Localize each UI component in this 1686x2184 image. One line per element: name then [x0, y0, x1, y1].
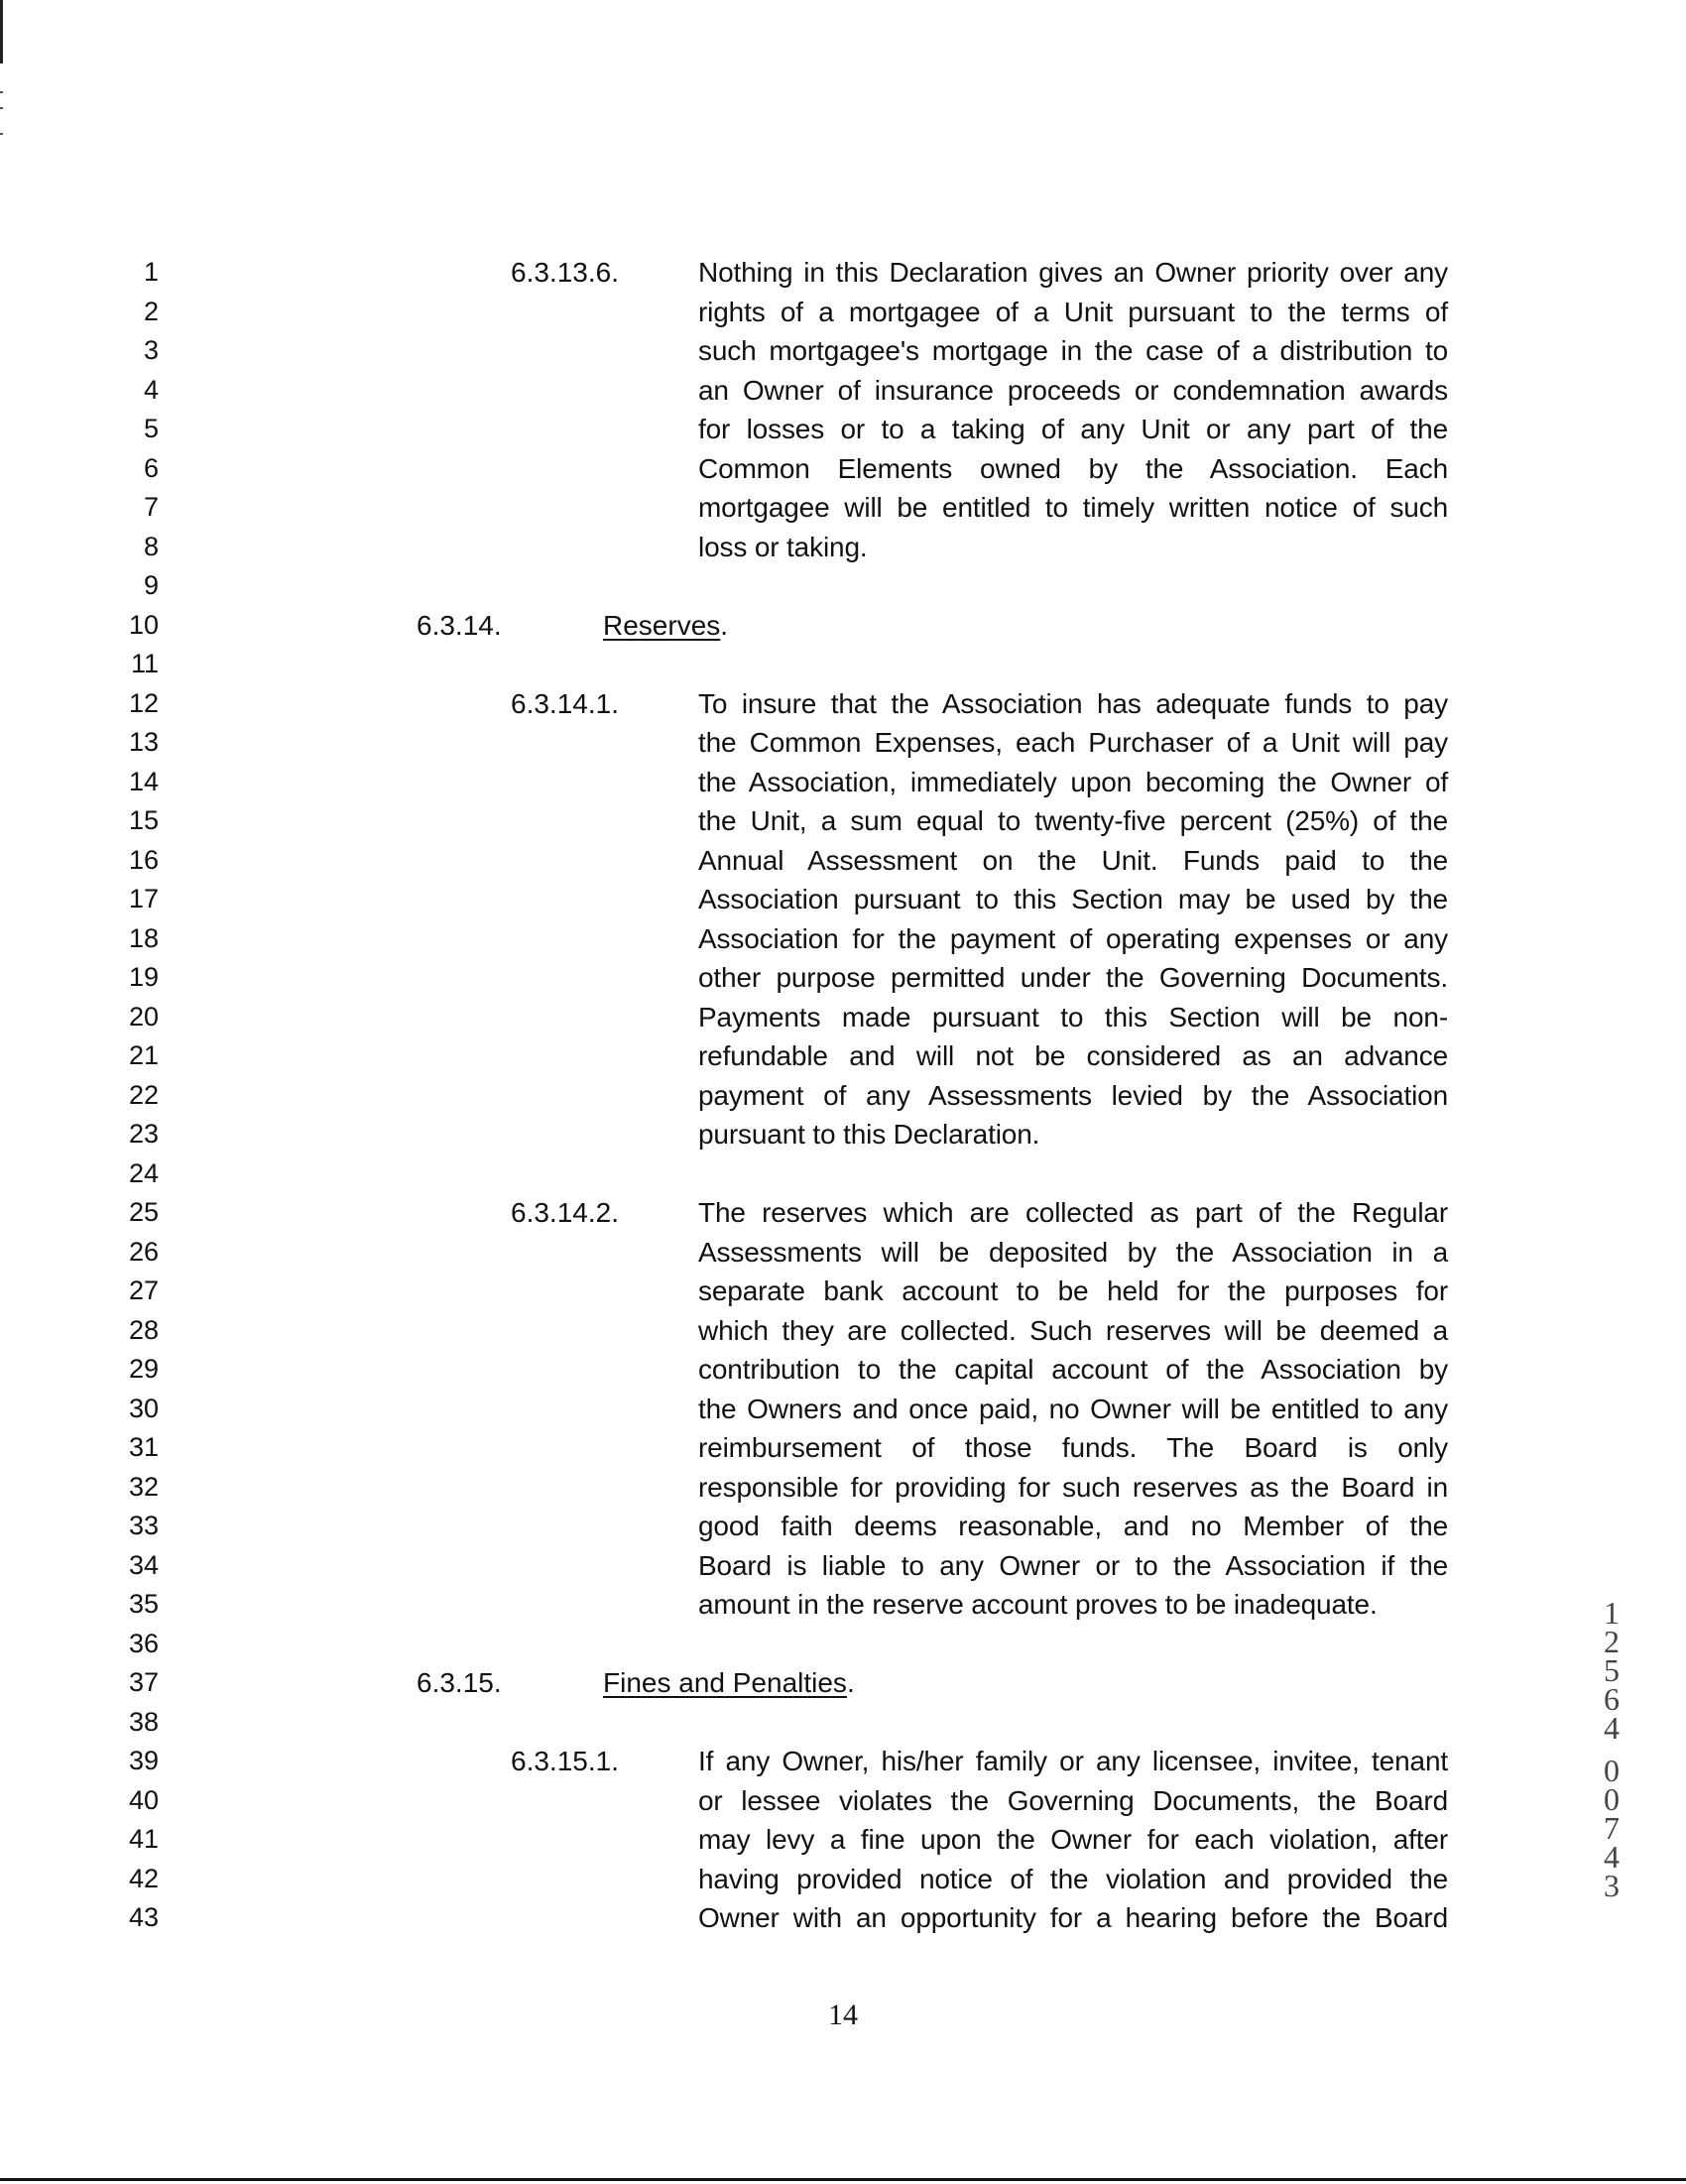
paragraph-line: Association for the payment of operating expenses or any [698, 922, 1448, 954]
heading-suffix: . [846, 1667, 855, 1698]
paragraph-line: amount in the reserve account proves to be inadequate. [698, 1589, 1378, 1620]
line-number: 29 [128, 1354, 159, 1384]
stamp-digit: 7 [1604, 1810, 1620, 1846]
section-number-6-3-14-2: 6.3.14.2. [511, 1197, 619, 1228]
paragraph-line: loss or taking. [698, 531, 868, 562]
paragraph-line: pursuant to this Declaration. [698, 1119, 1040, 1150]
line-number: 9 [143, 570, 159, 600]
line-number: 3 [143, 335, 159, 365]
line-number: 21 [128, 1040, 159, 1070]
paragraph-line: having provided notice of the violation and provided the [698, 1863, 1448, 1894]
paragraph-line: other purpose permitted under the Governing Documents. [698, 962, 1448, 993]
line-number: 24 [128, 1157, 159, 1188]
paragraph-line: the Unit, a sum equal to twenty-five percent (25%) of the [698, 805, 1448, 836]
stamp-digit: 1 [1604, 1595, 1620, 1631]
scan-ticks [0, 91, 3, 135]
paragraph-line: Payments made pursuant to this Section will be non- [698, 1001, 1448, 1032]
paragraph-line: the Association, immediately upon becoming the Owner of [698, 766, 1448, 797]
line-number: 28 [128, 1314, 159, 1345]
line-number: 17 [128, 884, 159, 913]
line-number: 35 [128, 1589, 159, 1619]
paragraph-line: contribution to the capital account of the Association by [698, 1354, 1448, 1385]
line-number: 23 [128, 1119, 159, 1149]
heading-suffix: . [720, 609, 729, 641]
line-number: 27 [128, 1275, 159, 1305]
line-number: 18 [128, 922, 159, 953]
paragraph-line: If any Owner, his/her family or any licensee, invitee, tenant [698, 1746, 1448, 1776]
line-number: 22 [128, 1079, 159, 1110]
line-number: 25 [128, 1197, 159, 1227]
line-number: 2 [143, 296, 159, 326]
line-number: 42 [128, 1863, 159, 1893]
paragraph-line: such mortgagee's mortgage in the case of a distribution to [698, 335, 1448, 366]
section-number-6-3-14: 6.3.14. [417, 609, 502, 641]
line-number: 26 [128, 1236, 159, 1267]
paragraph-line: mortgagee will be entitled to timely written notice of such [698, 492, 1448, 523]
paragraph-line: Common Elements owned by the Association. Each [698, 452, 1448, 484]
line-number: 43 [128, 1902, 159, 1932]
line-number: 15 [128, 805, 159, 835]
line-number: 30 [128, 1393, 159, 1423]
line-number: 1 [143, 257, 159, 287]
line-number: 14 [128, 766, 159, 796]
line-number: 10 [128, 609, 159, 640]
paragraph-line: the Common Expenses, each Purchaser of a Unit will pay [698, 727, 1448, 758]
line-number: 11 [130, 649, 159, 678]
paragraph-line: which they are collected. Such reserves will be deemed a [698, 1314, 1448, 1346]
paragraph-line: or lessee violates the Governing Documents, the Board [698, 1784, 1448, 1816]
section-number-6-3-13-6: 6.3.13.6. [511, 257, 619, 288]
stamp-digit: 5 [1604, 1652, 1620, 1688]
stamp-digit: 2 [1604, 1624, 1620, 1659]
line-number: 38 [128, 1706, 159, 1737]
line-number: 40 [128, 1784, 159, 1815]
section-heading-fines-and-penalties [603, 1663, 855, 1703]
paragraph-line: separate bank account to be held for the purposes for [698, 1275, 1448, 1306]
line-number: 20 [128, 1001, 159, 1031]
paragraph-line: Annual Assessment on the Unit. Funds paid to the [698, 844, 1448, 876]
stamp-digit: 0 [1604, 1781, 1620, 1817]
line-number: 6 [143, 452, 159, 483]
line-number: 33 [128, 1511, 159, 1540]
paragraph-line: To insure that the Association has adequate funds to pay [698, 687, 1448, 719]
paragraph-line: Board is liable to any Owner or to the Association if the [698, 1549, 1448, 1581]
line-number: 19 [128, 962, 159, 992]
heading-title-reserves: Reserves [603, 609, 721, 641]
line-number: 7 [143, 492, 159, 522]
stamp-digit: 4 [1604, 1710, 1620, 1746]
paragraph-line: payment of any Assessments levied by the Association [698, 1079, 1448, 1111]
paragraph-line: for losses or to a taking of any Unit or any part of the [698, 414, 1448, 444]
line-number: 37 [128, 1667, 159, 1697]
paragraph-line: good faith deems reasonable, and no Member of the [698, 1511, 1448, 1541]
line-number: 12 [128, 687, 159, 718]
paragraph-line: The reserves which are collected as part of the Regular [698, 1197, 1448, 1228]
scan-edge-bottom [0, 2178, 1686, 2181]
paragraph-line: rights of a mortgagee of a Unit pursuant to the terms of [698, 296, 1448, 327]
paragraph-line: refundable and will not be considered as an advance [698, 1040, 1448, 1071]
section-heading-reserves [603, 606, 728, 646]
page-number: 14 [828, 1999, 858, 2031]
paragraph-line: Owner with an opportunity for a hearing before the Board [698, 1902, 1448, 1933]
line-number: 5 [143, 414, 159, 443]
scan-tick-mid [0, 107, 3, 109]
line-number: 39 [128, 1746, 159, 1775]
paragraph-line: the Owners and once paid, no Owner will be entitled to any [698, 1393, 1448, 1424]
section-number-6-3-15: 6.3.15. [417, 1667, 502, 1698]
paragraph-line: Association pursuant to this Section may be used by the [698, 884, 1448, 914]
line-number: 16 [128, 844, 159, 875]
stamp-digit: 0 [1604, 1753, 1620, 1788]
stamp-digit: 4 [1604, 1839, 1620, 1875]
line-number: 32 [128, 1471, 159, 1502]
stamp-digit: 3 [1604, 1868, 1620, 1903]
paragraph-line: responsible for providing for such reserves as the Board in [698, 1471, 1448, 1503]
side-stamp [1592, 1595, 1631, 1903]
line-number: 8 [143, 531, 159, 561]
section-number-6-3-14-1: 6.3.14.1. [511, 687, 619, 719]
line-number: 31 [128, 1432, 159, 1462]
line-number: 34 [128, 1549, 159, 1580]
paragraph-line: Assessments will be deposited by the Association in a [698, 1236, 1448, 1268]
section-number-6-3-15-1: 6.3.15.1. [511, 1746, 619, 1776]
paragraph-line: Nothing in this Declaration gives an Owner priority over any [698, 257, 1448, 288]
paragraph-line: reimbursement of those funds. The Board is only [698, 1432, 1448, 1463]
scan-edge-left [0, 0, 3, 63]
paragraph-line: may levy a fine upon the Owner for each violation, after [698, 1824, 1448, 1855]
line-number: 4 [143, 374, 159, 405]
heading-title-fines: Fines and Penalties [603, 1667, 847, 1698]
stamp-digit: 6 [1604, 1681, 1620, 1717]
line-number: 13 [128, 727, 159, 757]
line-number: 36 [128, 1628, 159, 1658]
paragraph-line: an Owner of insurance proceeds or condemnation awards [698, 374, 1448, 406]
line-number: 41 [128, 1824, 159, 1854]
